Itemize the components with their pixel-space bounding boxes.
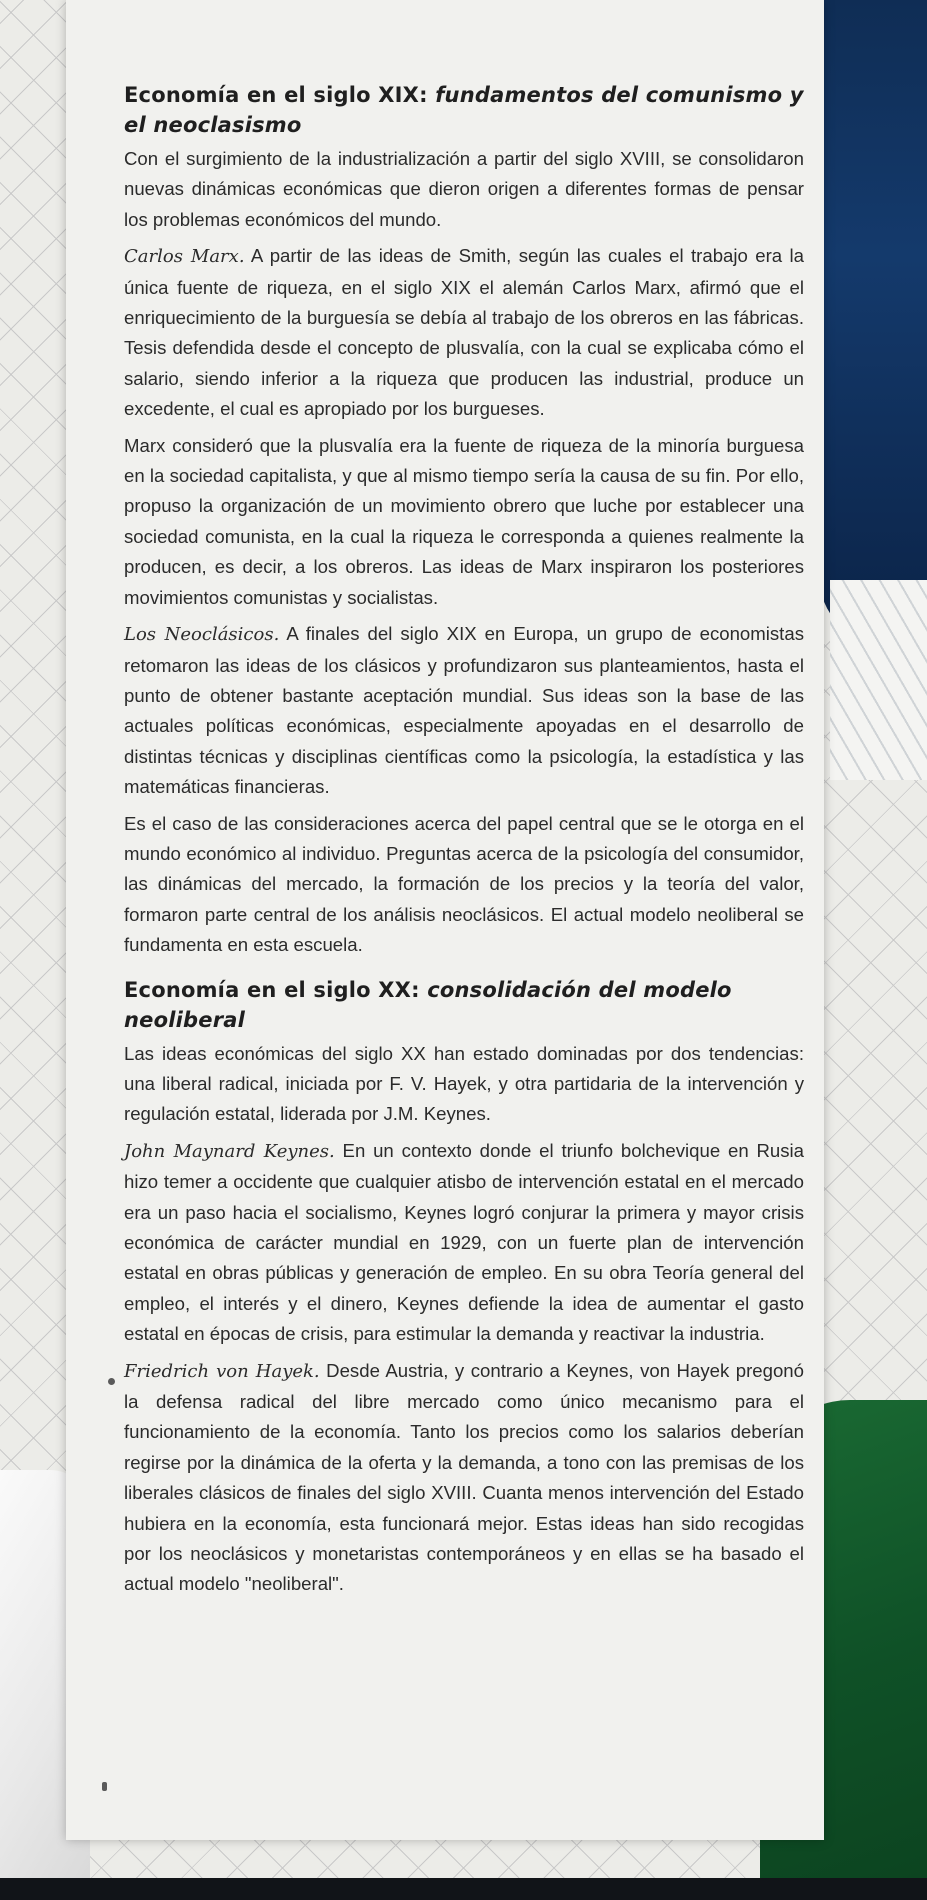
paragraph [124, 241, 804, 424]
paragraph-lead: Carlos Marx. [124, 246, 245, 268]
paragraph-text: Las ideas económicas del siglo XX han estado dominadas por dos tendencias: una liberal radical, iniciada por F. V. Hayek, y otra partidaria de la intervención y regulación estatal, liderada por J.M. Keynes. [124, 1042, 804, 1125]
paragraph-text: Con el surgimiento de la industrialización a partir del siglo XVIII, se consolidaron nuevas dinámicas económicas que dieron origen a diferentes formas de pensar los problemas económicos del mundo. [124, 148, 804, 230]
section-2-heading [124, 975, 804, 1035]
section-2-subtitle: consolidación del modelo neoliberal [124, 977, 732, 1032]
paragraph [124, 809, 804, 961]
striped-fabric [830, 580, 927, 780]
paragraph-lead: Los Neoclásicos. [124, 624, 280, 646]
paragraph [124, 144, 804, 235]
paragraph [124, 431, 804, 613]
page-content [124, 80, 804, 1606]
blue-fabric [820, 0, 927, 640]
paragraph [124, 1356, 804, 1600]
section-1-subtitle: fundamentos del comunismo y el neoclasismo [124, 83, 804, 137]
printed-page [66, 0, 824, 1840]
paragraph [124, 1136, 804, 1350]
paragraph-text: Desde Austria, y contrario a Keynes, von Hayek pregonó la defensa radical del libre mercado como único mecanismo para el funcionamiento de la economía. Tanto los precios como los salarios deberían regirse por la dinámica de la oferta y la demanda, a tono con las premisas de los liberales clásicos de finales del siglo XVIII. Cuanta menos intervención del Estado hubiera en la economía, esta funcionará mejor. Estas ideas han sido recogidas por los neoclásicos y monetaristas contemporáneos y en ellas se ha basado el actual modelo "neoliberal". [124, 1359, 804, 1595]
paragraph-text: A partir de las ideas de Smith, según las cuales el trabajo era la única fuente de riqueza, en el siglo XIX el alemán Carlos Marx, afirmó que el enriquecimiento de la burguesía se debía al trabajo de los obreros en las fábricas. Tesis defendida desde el concepto de plusvalía, con la cual se explicaba cómo el salario, siendo inferior a la riqueza que producen las industrial, produce un excedente, el cual es apropiado por los burgueses. [124, 245, 804, 420]
paragraph-lead: John Maynard Keynes. [124, 1140, 335, 1162]
bottom-edge-bar [0, 1878, 927, 1900]
paragraph-lead: Friedrich von Hayek. [124, 1360, 320, 1382]
paragraph-text: Marx consideró que la plusvalía era la fuente de riqueza de la minoría burguesa en la sociedad capitalista, y que al mismo tiempo sería la causa de su fin. Por ello, propuso la organización de un movimiento obrero que luche por establecer una sociedad comunista, en la cual la riqueza le corresponda a quienes realmente la producen, es decir, a los obreros. Las ideas de Marx inspiraron los posteriores movimientos comunistas y socialistas. [124, 434, 804, 608]
section-1-heading [124, 80, 804, 140]
margin-dot [108, 1378, 115, 1385]
margin-mark [102, 1782, 107, 1791]
paragraph-text: A finales del siglo XIX en Europa, un grupo de economistas retomaron las ideas de los clásicos y profundizaron sus planteamientos, hasta el punto de obtener bastante aceptación mundial. Sus ideas son la base de las actuales políticas económicas, especialmente apoyadas en el desarrollo de distintas técnicas y disciplinas científicas como la psicología, la estadística y las matemáticas financieras. [124, 623, 804, 798]
paragraph-text: Es el caso de las consideraciones acerca del papel central que se le otorga en el mundo económico al individuo. Preguntas acerca de la psicología del consumidor, las dinámicas del mercado, la formación de los precios y la teoría del valor, formaron parte central de los análisis neoclásicos. El actual modelo neoliberal se fundamenta en esta escuela. [124, 812, 804, 956]
paragraph [124, 1039, 804, 1130]
section-2-title: Economía en el siglo XX: [124, 977, 420, 1002]
section-1-title: Economía en el siglo XIX: [124, 83, 428, 107]
paragraph-text: En un contexto donde el triunfo bolchevique en Rusia hizo temer a occidente que cualquier atisbo de intervención estatal en el mercado era un paso hacia el socialismo, Keynes logró conjurar la primera y mayor crisis económica de carácter mundial en 1929, con un fuerte plan de intervención estatal en obras públicas y generación de empleo. En su obra Teoría general del empleo, el interés y el dinero, Keynes defiende la idea de aumentar el gasto estatal en épocas de crisis, para estimular la demanda y reactivar la industria. [124, 1139, 804, 1345]
paragraph [124, 619, 804, 802]
